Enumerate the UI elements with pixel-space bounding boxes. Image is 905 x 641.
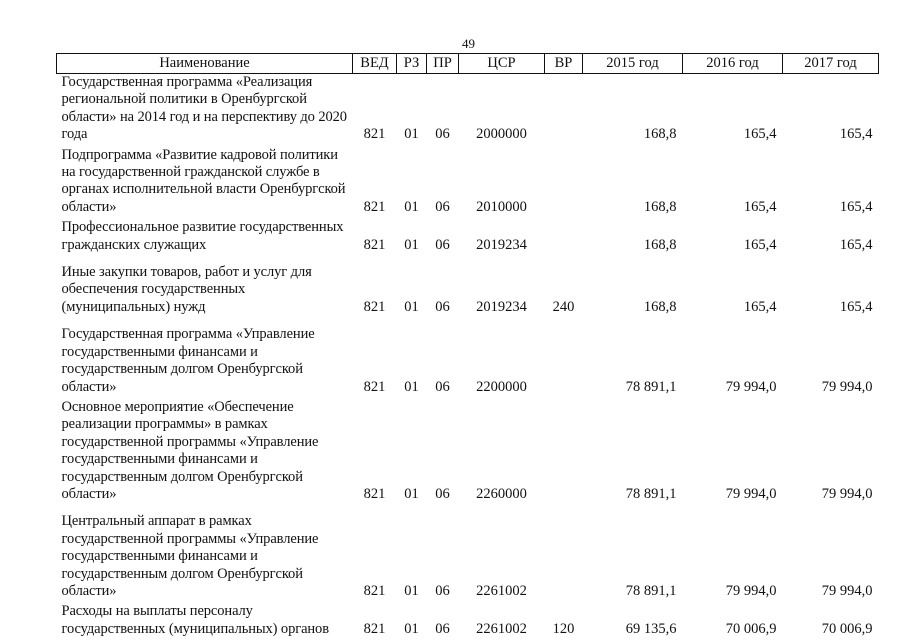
table-row (57, 319, 879, 399)
row-pr: 06 (435, 298, 450, 315)
table-row (57, 257, 879, 319)
row-csr: 2261002 (476, 620, 527, 637)
row-pr: 06 (435, 236, 450, 253)
row-rz: 01 (404, 126, 419, 143)
column-header-ved: ВЕД (353, 54, 397, 74)
row-amount-2017: 70 006,9 (821, 620, 873, 637)
row-ved: 821 (363, 198, 386, 215)
row-vr (545, 74, 583, 147)
row-amount-2017: 165,4 (839, 198, 873, 215)
budget-table (56, 53, 879, 641)
row-csr: 2261002 (476, 582, 527, 599)
row-rz: 01 (404, 582, 419, 599)
table-row (57, 399, 879, 506)
row-amount-2016: 70 006,9 (725, 620, 777, 637)
column-header-2017: 2017 год (783, 54, 879, 74)
row-rz: 01 (404, 620, 419, 637)
row-amount-2015: 168,8 (643, 298, 677, 315)
column-header-csr: ЦСР (459, 54, 545, 74)
row-ved: 821 (363, 236, 386, 253)
table-row (57, 74, 879, 147)
row-amount-2015: 78 891,1 (625, 485, 677, 502)
row-amount-2017: 79 994,0 (821, 378, 873, 395)
row-vr (545, 147, 583, 220)
table-row (57, 219, 879, 257)
row-amount-2016: 79 994,0 (725, 485, 777, 502)
row-amount-2017: 165,4 (839, 126, 873, 143)
table-row (57, 603, 879, 641)
column-header-2015: 2015 год (583, 54, 683, 74)
row-amount-2017: 79 994,0 (821, 485, 873, 502)
row-amount-2015: 168,8 (643, 236, 677, 253)
row-vr (545, 506, 583, 603)
row-pr: 06 (435, 378, 450, 395)
row-ved: 821 (363, 485, 386, 502)
row-ved: 821 (363, 582, 386, 599)
row-amount-2017: 79 994,0 (821, 582, 873, 599)
row-name: Подпрограмма «Развитие кадровой политики на государственной гражданской службе в органах исполнительной власти Оренбургской области» (61, 146, 346, 215)
row-rz: 01 (404, 198, 419, 215)
column-header-name: Наименование (57, 54, 353, 74)
row-ved: 821 (363, 378, 386, 395)
table-row (57, 506, 879, 603)
row-pr: 06 (435, 620, 450, 637)
row-amount-2016: 165,4 (743, 298, 777, 315)
row-pr: 06 (435, 198, 450, 215)
row-name: Государственная программа «Управление государственными финансами и государственным долгом Оренбургской области» (61, 326, 315, 395)
row-ved: 821 (363, 126, 386, 143)
row-csr: 2019234 (476, 298, 527, 315)
row-amount-2015: 78 891,1 (625, 582, 677, 599)
row-amount-2016: 79 994,0 (725, 378, 777, 395)
row-pr: 06 (435, 485, 450, 502)
row-pr: 06 (435, 126, 450, 143)
row-name: Профессиональное развитие государственных гражданских служащих (61, 219, 344, 253)
row-vr: 120 (552, 620, 575, 637)
page-number: 49 (462, 36, 475, 51)
row-amount-2016: 165,4 (743, 198, 777, 215)
row-ved: 821 (363, 298, 386, 315)
column-header-rz: РЗ (397, 54, 427, 74)
row-amount-2016: 165,4 (743, 126, 777, 143)
row-csr: 2000000 (476, 126, 527, 143)
row-amount-2016: 79 994,0 (725, 582, 777, 599)
row-amount-2017: 165,4 (839, 236, 873, 253)
row-rz: 01 (404, 485, 419, 502)
row-csr: 2260000 (476, 485, 527, 502)
row-rz: 01 (404, 236, 419, 253)
row-vr: 240 (552, 298, 575, 315)
row-vr (545, 219, 583, 257)
row-csr: 2200000 (476, 378, 527, 395)
row-amount-2015: 168,8 (643, 198, 677, 215)
row-amount-2016: 165,4 (743, 236, 777, 253)
column-header-vr: ВР (545, 54, 583, 74)
row-name: Центральный аппарат в рамках государственной программы «Управление государственными финансами и государственным долгом Оренбургской области» (61, 513, 319, 599)
row-amount-2015: 78 891,1 (625, 378, 677, 395)
column-header-2016: 2016 год (683, 54, 783, 74)
row-name: Государственная программа «Реализация региональной политики в Оренбургской области» на 2014 год и на перспективу до 2020 года (61, 74, 347, 143)
table-row (57, 147, 879, 220)
row-name: Расходы на выплаты персоналу государственных (муниципальных) органов (61, 603, 329, 637)
row-ved: 821 (363, 620, 386, 637)
header-row (57, 54, 879, 74)
row-csr: 2019234 (476, 236, 527, 253)
row-name: Иные закупки товаров, работ и услуг для обеспечения государственных (муниципальных) нужд (61, 264, 312, 315)
row-amount-2017: 165,4 (839, 298, 873, 315)
row-amount-2015: 69 135,6 (625, 620, 677, 637)
row-vr (545, 399, 583, 506)
column-header-pr: ПР (427, 54, 459, 74)
row-csr: 2010000 (476, 198, 527, 215)
row-amount-2015: 168,8 (643, 126, 677, 143)
row-rz: 01 (404, 298, 419, 315)
row-rz: 01 (404, 378, 419, 395)
row-pr: 06 (435, 582, 450, 599)
row-name: Основное мероприятие «Обеспечение реализации программы» в рамках государственной программы «Управление государственными финансами и государственным долгом Оренбургской области» (61, 398, 319, 502)
row-vr (545, 319, 583, 399)
